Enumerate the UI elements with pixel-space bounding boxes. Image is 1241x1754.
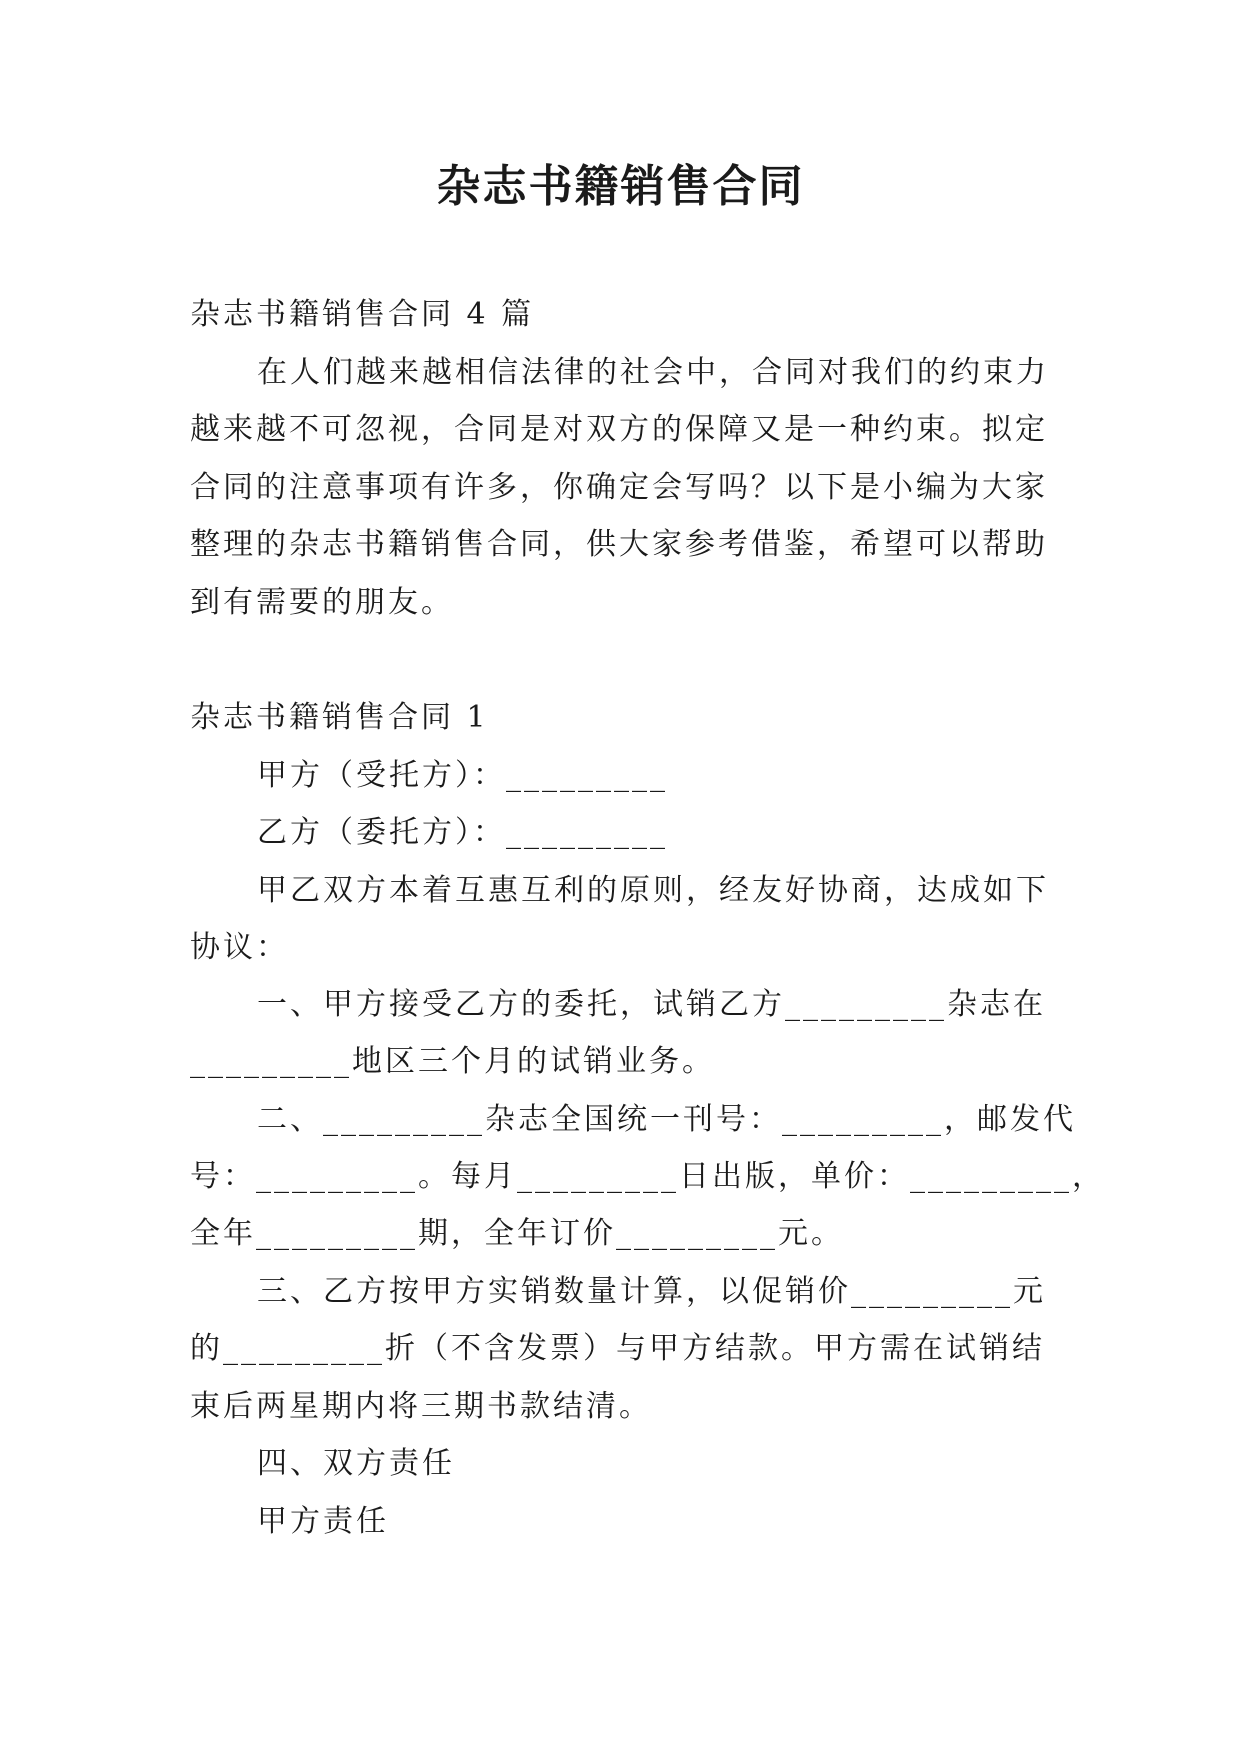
clause-1-line-2: _________地区三个月的试销业务。: [190, 1044, 715, 1079]
clause-3-line-2: 的_________折（不含发票）与甲方结款。甲方需在试销结: [190, 1331, 1045, 1366]
intro-line-3: 合同的注意事项有许多，你确定会写吗？以下是小编为大家: [190, 470, 1048, 505]
agreement-line-2: 协议：: [190, 930, 289, 965]
intro-line-4: 整理的杂志书籍销售合同，供大家参考借鉴，希望可以帮助: [190, 527, 1048, 562]
section-heading-1: 杂志书籍销售合同 1: [190, 700, 489, 735]
clause-3-line-3: 束后两星期内将三期书款结清。: [190, 1389, 652, 1424]
document-title: 杂志书籍销售合同: [436, 161, 805, 212]
clause-2-line-2: 号：_________。每月_________日出版，单价：_________，: [190, 1159, 1105, 1194]
clause-3-line-1: 三、乙方按甲方实销数量计算，以促销价_________元: [257, 1274, 1046, 1309]
intro-line-5: 到有需要的朋友。: [190, 585, 454, 620]
clause-2-line-3: 全年_________期，全年订价_________元。: [190, 1216, 844, 1251]
intro-line-1: 在人们越来越相信法律的社会中，合同对我们的约束力: [257, 355, 1049, 390]
clause-2-line-1: 二、_________杂志全国统一刊号：_________，邮发代: [257, 1102, 1076, 1137]
party-a-duties-heading: 甲方责任: [257, 1504, 389, 1539]
doc-subtitle: 杂志书籍销售合同 4 篇: [190, 297, 535, 332]
agreement-line-1: 甲乙双方本着互惠互利的原则，经友好协商，达成如下: [257, 873, 1049, 908]
clause-1-line-1: 一、甲方接受乙方的委托，试销乙方_________杂志在: [257, 987, 1046, 1022]
clause-4-heading: 四、双方责任: [257, 1446, 455, 1481]
party-b-line: 乙方（委托方）：_________: [257, 815, 668, 850]
intro-line-2: 越来越不可忽视，合同是对双方的保障又是一种约束。拟定: [190, 412, 1048, 447]
party-a-line: 甲方（受托方）：_________: [257, 758, 668, 793]
